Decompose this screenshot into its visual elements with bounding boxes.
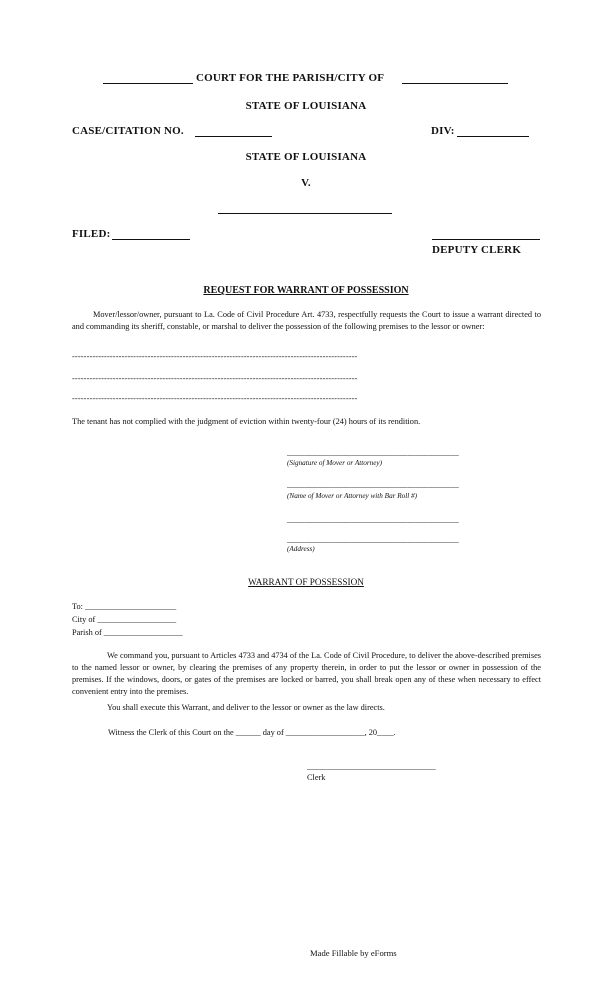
to-field[interactable]: To: ______________________ xyxy=(72,602,177,611)
case-citation-field[interactable] xyxy=(195,136,272,137)
case-citation-label: CASE/CITATION NO. xyxy=(72,125,184,137)
warrant-paragraph-1: We command you, pursuant to Articles 4733 and 4734 of the La. Code of Civil Procedure, to deliver the above-described premises to the named lessor or owner, by clearing the premises of any property therein, in order to put the lessor or owner in possession of the premises. If the windows, doors, or gates of the premises are locked or barred, you shall break open any of these when necessary to effect convenient entry into the premises. xyxy=(72,651,541,696)
state-heading-1: STATE OF LOUISIANA xyxy=(245,100,367,112)
state-heading-2: STATE OF LOUISIANA xyxy=(245,151,367,163)
mover-name-line[interactable]: ________________________________________ xyxy=(287,480,459,489)
filed-date-field[interactable] xyxy=(112,239,190,240)
div-field[interactable] xyxy=(457,136,529,137)
tenant-statement: The tenant has not complied with the judgment of eviction within twenty-four (24) hours of its rendition. xyxy=(72,417,421,426)
request-paragraph: Mover/lessor/owner, pursuant to La. Code of Civil Procedure Art. 4733, respectfully requests the Court to issue a warrant directed to and commanding its sheriff, constable, or marshal to deliver the possession of the following premises to the lessor or owner: xyxy=(72,310,541,331)
mover-signature-caption: (Signature of Mover or Attorney) xyxy=(287,459,383,467)
premises-line-1[interactable]: -------------------------------------------------------------------------------------------------- xyxy=(72,352,358,361)
witness-line[interactable]: Witness the Clerk of this Court on the ______ day of ___________________, 20____. xyxy=(108,728,396,737)
mover-signature-line[interactable]: ________________________________________ xyxy=(287,448,459,457)
address-line-1[interactable]: ________________________________________ xyxy=(287,515,459,524)
eforms-footer-note: Made Fillable by eForms xyxy=(310,948,397,958)
city-field[interactable]: City of ___________________ xyxy=(72,615,177,624)
div-label: DIV: xyxy=(431,125,455,137)
clerk-label: Clerk xyxy=(307,773,326,782)
court-line-text: COURT FOR THE PARISH/CITY OF xyxy=(196,72,385,84)
clerk-signature-line[interactable]: _______________________________ xyxy=(307,762,436,771)
parish-field[interactable]: Parish of ___________________ xyxy=(72,628,183,637)
parish-city-blank[interactable] xyxy=(402,83,508,84)
defendant-name-field[interactable] xyxy=(218,213,392,214)
address-caption: (Address) xyxy=(287,545,315,553)
deputy-clerk-label: DEPUTY CLERK xyxy=(432,244,522,256)
deputy-clerk-signature-line[interactable] xyxy=(432,239,540,240)
premises-line-2[interactable]: -------------------------------------------------------------------------------------------------- xyxy=(72,374,358,383)
mover-name-caption: (Name of Mover or Attorney with Bar Roll #) xyxy=(287,492,418,500)
court-name-blank[interactable] xyxy=(103,83,193,84)
warrant-title: WARRANT OF POSSESSION xyxy=(248,577,364,587)
warrant-paragraph-2: You shall execute this Warrant, and deliver to the lessor or owner as the law directs. xyxy=(107,703,385,712)
versus-label: V. xyxy=(301,177,311,189)
request-title: REQUEST FOR WARRANT OF POSSESSION xyxy=(203,285,409,296)
address-line-2[interactable]: ________________________________________ xyxy=(287,535,459,544)
filed-label: FILED: xyxy=(72,228,111,240)
premises-line-3[interactable]: -------------------------------------------------------------------------------------------------- xyxy=(72,394,358,403)
